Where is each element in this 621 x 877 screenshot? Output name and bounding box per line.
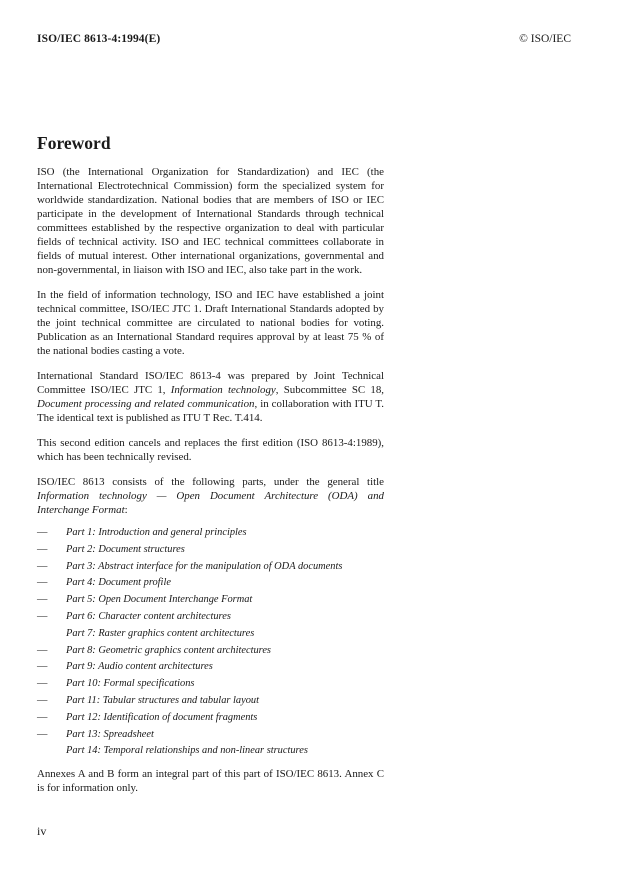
dash: —: [37, 678, 48, 690]
part-label: Part 14: Temporal relationships and non-linear structures: [66, 745, 308, 757]
dash: —: [37, 594, 48, 606]
paragraph-text: , Subcommittee SC 18,: [275, 384, 384, 396]
list-item: [37, 592, 384, 609]
list-item: [37, 609, 384, 626]
list-item: [37, 559, 384, 576]
part-label: Part 3: Abstract interface for the manipulation of ODA documents: [66, 560, 343, 572]
part-label: Part 11: Tabular structures and tabular layout: [66, 694, 260, 706]
dash: —: [37, 577, 48, 589]
part-label: Part 8: Geometric graphics content architectures: [66, 644, 271, 656]
dash: —: [37, 694, 48, 706]
list-item: [37, 676, 384, 693]
italic-title: Information technology: [170, 384, 276, 396]
parts-list: [37, 525, 384, 760]
part-label: Part 9: Audio content architectures: [66, 661, 213, 673]
list-item: [37, 626, 384, 643]
dash: —: [37, 560, 48, 572]
dash: —: [37, 661, 48, 673]
italic-title: Information technology — Open Document Architecture (ODA) and Interchange Format: [37, 490, 384, 516]
list-item: [37, 727, 384, 744]
paragraph-jtc1: In the field of information technology, ISO and IEC have established a joint technical committee, ISO/IEC JTC 1. Draft International Standards adopted by the joint technical committee are circulated to national bodies for voting. Publication as an International Standard requires approval by at least 75 % of the national bodies casting a vote.: [37, 289, 384, 357]
foreword-body: [37, 165, 384, 806]
italic-title: Document processing and related communication: [37, 398, 255, 410]
part-label: Part 4: Document profile: [66, 577, 171, 589]
list-item: [37, 575, 384, 592]
standard-identifier: ISO/IEC 8613-4:1994(E): [37, 33, 161, 45]
part-label: Part 13: Spreadsheet: [66, 728, 154, 740]
part-label: Part 7: Raster graphics content architectures: [66, 627, 255, 639]
paragraph-text: International Standard ISO/IEC 8613-4 was prepared by Joint Technical Committee ISO/IEC JTC 1,: [37, 370, 384, 396]
paragraph-prepared-by: [37, 369, 384, 425]
dash: —: [37, 644, 48, 656]
list-item: [37, 659, 384, 676]
part-label: Part 5: Open Document Interchange Format: [66, 594, 253, 606]
list-item: [37, 743, 384, 760]
dash: —: [37, 543, 48, 555]
paragraph-edition: This second edition cancels and replaces the first edition (ISO 8613-4:1989), which has been technically revised.: [37, 437, 384, 463]
paragraph-text: :: [124, 504, 128, 516]
dash: —: [37, 610, 48, 622]
paragraph-parts-intro: [37, 475, 384, 517]
list-item: [37, 525, 384, 542]
list-item: [37, 542, 384, 559]
page-title: Foreword: [37, 133, 111, 153]
page-number: iv: [37, 824, 47, 838]
paragraph-text: , in collaboration with ITU T. The identical text is published as ITU T Rec. T.414.: [37, 398, 384, 424]
dash: —: [37, 711, 48, 723]
list-item: [37, 643, 384, 660]
dash: —: [37, 728, 48, 740]
part-label: Part 1: Introduction and general principles: [66, 527, 247, 538]
paragraph-text: ISO/IEC 8613 consists of the following parts, under the general title: [37, 476, 384, 488]
part-label: Part 2: Document structures: [66, 543, 185, 555]
paragraph-annexes: Annexes A and B form an integral part of this part of ISO/IEC 8613. Annex C is for information only.: [37, 768, 384, 795]
part-label: Part 10: Formal specifications: [66, 678, 195, 690]
paragraph-iso-iec-intro: ISO (the International Organization for Standardization) and IEC (the International Electrotechnical Commission) form the specialized system for worldwide standardization. National bodies that are members of ISO or IEC participate in the development of International Standards through technical committees established by the respective organization to deal with particular fields of technical activity. ISO and IEC technical committees collaborate in fields of mutual interest. Other international organizations, governmental and non-governmental, in liaison with ISO and IEC, also take part in the work.: [37, 166, 384, 276]
copyright-notice: © ISO/IEC: [519, 33, 571, 45]
dash: —: [37, 527, 48, 538]
list-item: [37, 693, 384, 710]
list-item: [37, 710, 384, 727]
part-label: Part 6: Character content architectures: [66, 610, 231, 622]
part-label: Part 12: Identification of document fragments: [66, 711, 258, 723]
